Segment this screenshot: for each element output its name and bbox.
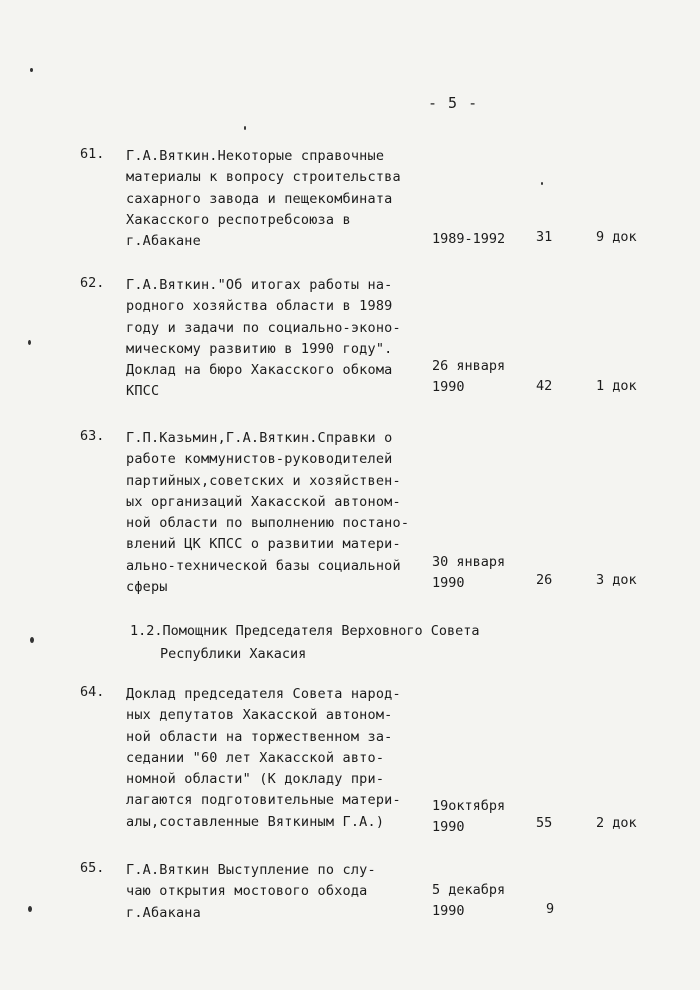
entry-date [432,356,532,398]
scan-speck [28,340,31,345]
date-line: 1990 [432,903,465,919]
entry-sheets: 26 [536,572,553,588]
entry-line: влений ЦК КПСС о развитии матери- [126,536,401,553]
entry-line: Хакасского респотребсоюза в [126,211,351,228]
entry-line: Доклад председателя Совета народ- [126,686,401,702]
entry-line: Г.А.Вяткин Выступление по слу- [126,862,376,878]
entry-line: партийных,советских и хозяйствен- [126,472,401,489]
scan-speck [541,182,543,185]
entry-title [126,275,426,403]
entry-number: 65. [80,860,105,876]
entry-line: материалы к вопросу строительства [126,169,401,186]
section-heading [130,620,480,666]
entry-line: году и задачи по социально-эконо- [126,319,401,336]
entry-number: 61. [80,146,105,162]
entry-date [432,796,532,838]
entry-title [126,860,426,924]
entry-line: сахарного завода и пещекомбината [126,190,393,207]
scan-speck [244,126,246,130]
scan-speck [30,637,34,643]
entry-line: Г.П.Казьмин,Г.А.Вяткин.Справки о [126,430,393,446]
entry-sheets: 55 [536,815,553,831]
entry-sheets: 9 [546,901,555,917]
section-heading-line: 1.2.Помощник Председателя Верховного Совета [130,623,480,639]
entry-line: лагаются подготовительные матери- [126,792,401,809]
entry-line: г.Абакане [126,233,201,250]
entry-line: номной области" (К докладу при- [126,771,385,788]
entry-line: работе коммунистов-руководителей [126,451,393,468]
scan-speck [28,906,32,912]
section-heading-line: Республики Хакасия [160,646,307,662]
entry-docs: 1 док [596,378,637,394]
date-line: 5 декабря [432,882,506,898]
entry-line: алы,составленные Вяткиным Г.А.) [126,813,385,830]
entry-title [126,684,426,833]
entry-line: Доклад на бюро Хакасского обкома [126,362,393,379]
entry-docs: 2 док [596,815,637,831]
entry-date [432,229,532,250]
entry-line: седании "60 лет Хакасской авто- [126,749,385,766]
entry-sheets: 31 [536,229,553,245]
date-line: 1990 [432,379,465,395]
date-line: 1990 [432,819,465,835]
entry-number: 64. [80,684,105,700]
entry-line: ально-технической базы социальной [126,557,401,574]
entry-title [126,146,426,252]
entry-sheets: 42 [536,378,553,394]
entry-line: ых организаций Хакасской автоном- [126,493,401,510]
date-line: 30 января [432,554,506,570]
entry-line: мическому развитию в 1990 году". [126,340,393,357]
entry-date [432,880,532,922]
date-line: 1989-1992 [432,231,506,247]
date-line: 26 января [432,358,506,374]
scan-speck [30,68,33,72]
entry-line: КПСС [126,383,160,400]
entry-line: ной области по выполнению постано- [126,515,410,532]
page-number: - 5 - [428,94,479,112]
entry-line: Г.А.Вяткин."Об итогах работы на- [126,277,393,293]
entry-line: ной области на торжественном за- [126,728,393,745]
entry-line: родного хозяйства области в 1989 [126,298,393,315]
entry-number: 62. [80,275,105,291]
date-line: 1990 [432,575,465,591]
entry-line: чаю открытия мостового обхода [126,883,368,900]
entry-line: ных депутатов Хакасской автоном- [126,707,393,724]
entry-line: сферы [126,579,168,596]
entry-docs: 3 док [596,572,637,588]
entry-number: 63. [80,428,105,444]
entry-line: г.Абакана [126,904,201,921]
entry-title [126,428,426,598]
entry-line: Г.А.Вяткин.Некоторые справочные [126,148,385,164]
entry-docs: 9 док [596,229,637,245]
date-line: 19октября [432,798,506,814]
entry-date [432,552,532,594]
